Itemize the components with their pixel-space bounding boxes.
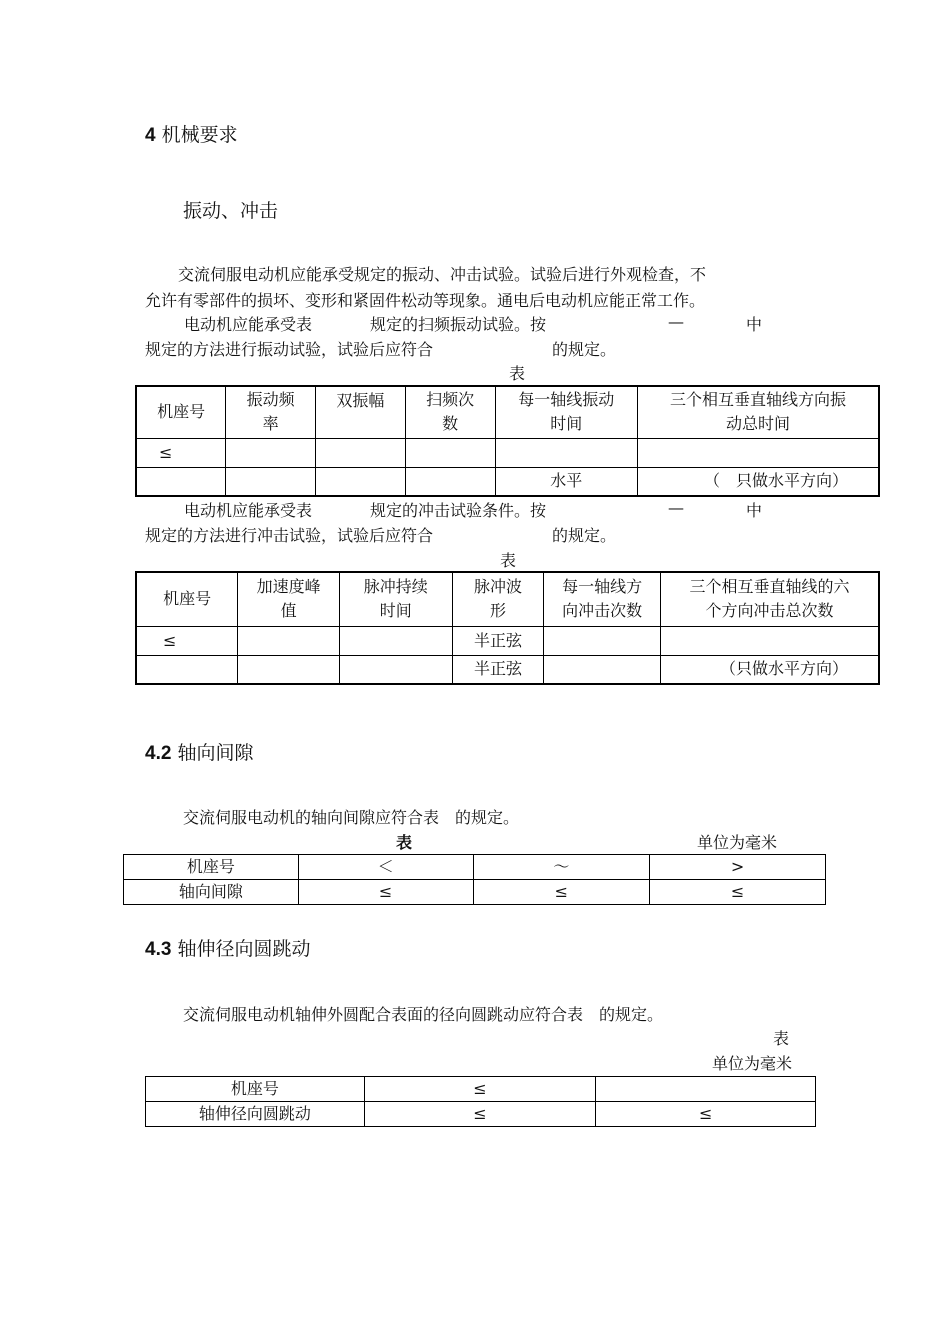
- table-row: [124, 855, 826, 880]
- table-header-cell: [226, 386, 316, 438]
- table-cell: [316, 438, 406, 467]
- table-cell: 机座号: [124, 855, 299, 880]
- table-cell: [339, 655, 452, 684]
- header-line: 脉冲持续: [363, 577, 428, 597]
- vibration-para-text: 电动机应能承受表: [184, 315, 313, 334]
- table-cell: [238, 626, 340, 655]
- table-row: [124, 880, 826, 905]
- header-line: 值: [280, 601, 297, 621]
- table-cell: [136, 655, 238, 684]
- shock-para-text: 规定的方法进行冲击试验，试验后应符合: [145, 526, 434, 545]
- table-header-cell: [238, 572, 340, 626]
- vibration-intro-line1: 交流伺服电动机应能承受规定的振动、冲击试验。试验后进行外观检查，不: [178, 265, 707, 284]
- table-header-cell: [495, 386, 638, 438]
- table-cell: （只做水平方向）: [661, 655, 880, 684]
- vibration-intro-line2: 允许有零部件的损坏、变形和紧固件松动等现象。通电后电动机应能正常工作。: [145, 291, 706, 310]
- table-cell: （ 只做水平方向）: [638, 467, 879, 496]
- table-cell: 轴伸径向圆跳动: [146, 1102, 365, 1127]
- table-cell: ≤: [136, 626, 238, 655]
- table-header-cell: [452, 572, 544, 626]
- runout-text: 交流伺服电动机轴伸外圆配合表面的径向圆跳动应符合表 的规定。: [183, 1005, 664, 1024]
- table-cell: 水平: [495, 467, 638, 496]
- header-line: 机座号: [157, 402, 206, 422]
- table-row: [136, 626, 879, 655]
- shock-para-text: 规定的冲击试验条件。按: [370, 501, 547, 520]
- table-cell: [638, 438, 879, 467]
- header-line: 加速度峰: [256, 577, 321, 597]
- radial-runout-table: [145, 1076, 816, 1127]
- table-header-cell: [405, 386, 495, 438]
- table-row: [146, 1077, 816, 1102]
- table-cell: ≤: [136, 438, 226, 467]
- table-cell: [226, 438, 316, 467]
- table-cell: ≤: [298, 880, 473, 905]
- header-line: 时间: [550, 414, 583, 434]
- table-row: [136, 467, 879, 496]
- section-title: 机械要求: [161, 124, 238, 146]
- shock-para-text: —: [668, 498, 684, 517]
- header-line: 扫频次: [426, 390, 475, 410]
- header-line: 向冲击次数: [562, 601, 643, 621]
- table-cell: ≤: [364, 1102, 596, 1127]
- runout-table-caption: 表: [773, 1029, 790, 1048]
- table-cell: [238, 655, 340, 684]
- subsection-vibration-heading: 振动、冲击: [183, 200, 279, 222]
- header-line: 动总时间: [726, 414, 791, 434]
- header-line: 率: [262, 414, 279, 434]
- table-cell: [544, 626, 661, 655]
- table-header-cell: [339, 572, 452, 626]
- table-header-cell: [638, 386, 879, 438]
- table-cell: ＜: [298, 855, 473, 880]
- table-cell: ≤: [650, 880, 826, 905]
- table-cell: ≤: [596, 1102, 816, 1127]
- table-cell: ≤: [473, 880, 650, 905]
- axial-table-caption: 表: [396, 833, 413, 852]
- shock-para-text: 的规定。: [552, 526, 617, 545]
- table-cell: 轴向间隙: [124, 880, 299, 905]
- vibration-para-text: —: [668, 312, 684, 331]
- table-cell: [136, 467, 226, 496]
- table-cell: [596, 1077, 816, 1102]
- table-cell: 机座号: [146, 1077, 365, 1102]
- vibration-para-text: 的规定。: [552, 340, 617, 359]
- header-line: 每一轴线方: [562, 577, 643, 597]
- header-line: 振动频: [246, 390, 295, 410]
- section-title: 轴伸径向圆跳动: [177, 938, 311, 960]
- runout-unit: 单位为毫米: [712, 1054, 793, 1073]
- axial-unit: 单位为毫米: [697, 833, 778, 852]
- table-header-cell: [544, 572, 661, 626]
- table-cell: [544, 655, 661, 684]
- section-4-heading: [145, 120, 238, 147]
- table-cell: [405, 438, 495, 467]
- shock-para-text: 电动机应能承受表: [184, 501, 313, 520]
- header-line: 时间: [379, 601, 412, 621]
- header-line: 机座号: [163, 589, 212, 609]
- header-line: 形: [489, 601, 506, 621]
- table-cell: [661, 626, 880, 655]
- vibration-table: [135, 385, 880, 497]
- table-header-cell: [136, 386, 226, 438]
- table-header-cell: [136, 572, 238, 626]
- section-number: 4.3: [145, 939, 172, 960]
- axial-text: 交流伺服电动机的轴向间隙应符合表 的规定。: [183, 808, 520, 827]
- shock-para-text: 中: [746, 501, 763, 520]
- table-cell: [339, 626, 452, 655]
- table-header-cell: [316, 386, 406, 438]
- axial-gap-table: [123, 854, 826, 905]
- table-row: [136, 655, 879, 684]
- table-cell: [226, 467, 316, 496]
- section-title: 轴向间隙: [177, 742, 254, 764]
- table-header-row: [136, 386, 879, 438]
- table-cell: [495, 438, 638, 467]
- section-number: 4: [145, 125, 156, 146]
- vibration-para-text: 规定的扫频振动试验。按: [370, 315, 547, 334]
- section-4-2-heading: [145, 738, 253, 765]
- table-cell: [405, 467, 495, 496]
- table-cell: ～: [473, 855, 650, 880]
- table1-caption: 表: [509, 364, 526, 383]
- table-cell: 半正弦: [452, 655, 544, 684]
- table-cell: >: [650, 855, 826, 880]
- header-line: 数: [442, 414, 459, 434]
- table2-caption: 表: [500, 551, 517, 570]
- shock-table: [135, 571, 880, 685]
- vibration-para-text: 规定的方法进行振动试验，试验后应符合: [145, 340, 434, 359]
- vibration-para-text: 中: [746, 315, 763, 334]
- section-number: 4.2: [145, 743, 172, 764]
- section-4-3-heading: [145, 934, 310, 961]
- table-header-row: [136, 572, 879, 626]
- header-line: 每一轴线振动: [518, 390, 615, 410]
- header-line: 双振幅: [336, 391, 385, 410]
- table-cell: [316, 467, 406, 496]
- header-line: 三个相互垂直轴线的六: [689, 577, 850, 597]
- table-row: [146, 1102, 816, 1127]
- header-line: 脉冲波: [473, 577, 522, 597]
- table-row: [136, 438, 879, 467]
- header-line: 三个相互垂直轴线方向振: [670, 390, 847, 410]
- table-cell: ≤: [364, 1077, 596, 1102]
- table-header-cell: [661, 572, 880, 626]
- header-line: 个方向冲击总次数: [705, 601, 834, 621]
- table-cell: 半正弦: [452, 626, 544, 655]
